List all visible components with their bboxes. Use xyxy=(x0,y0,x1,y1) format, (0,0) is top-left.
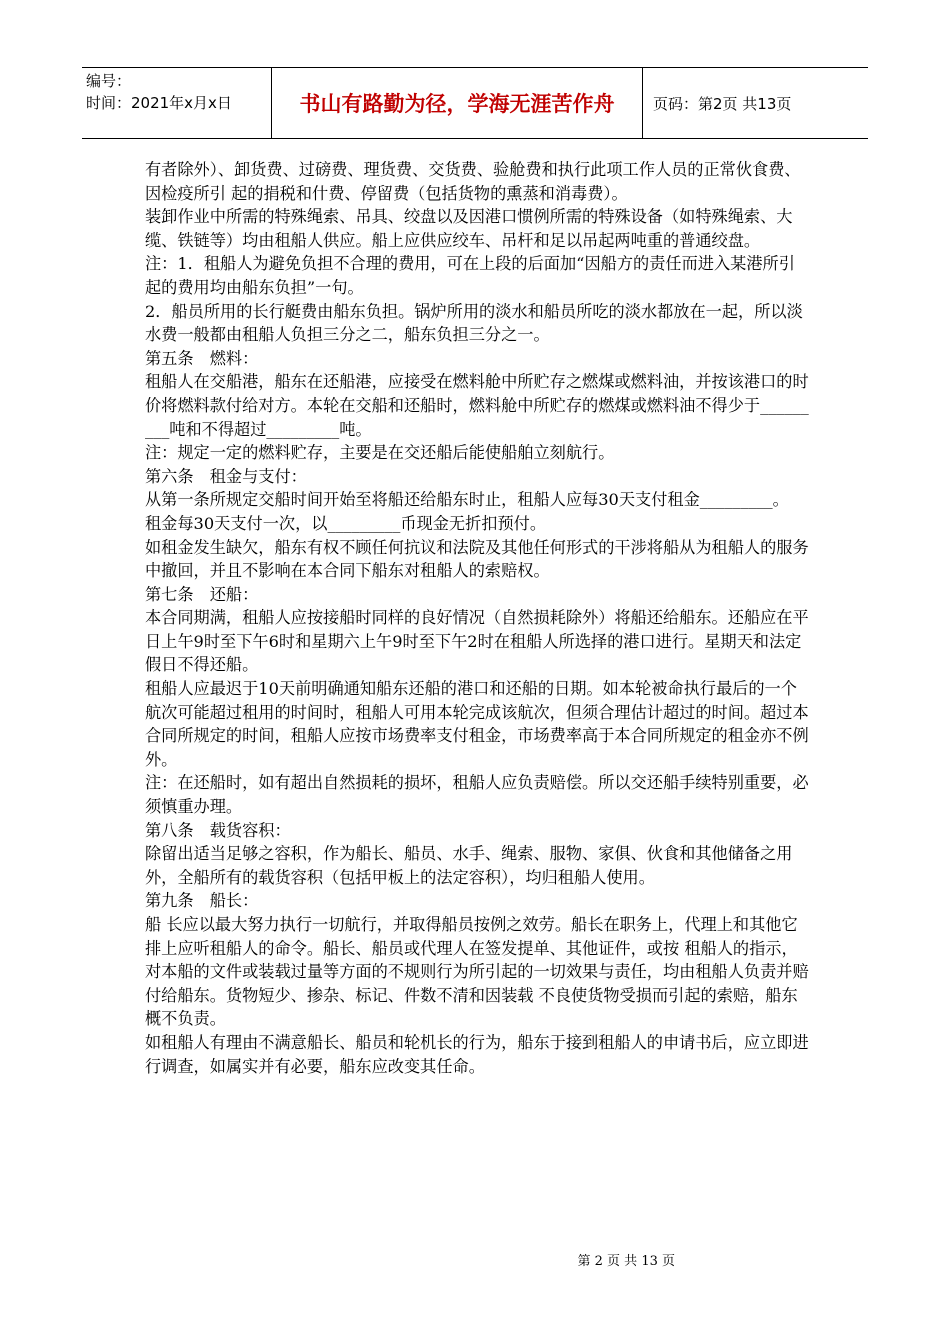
paragraph: 2．船员所用的长行艇费由船东负担。锅炉所用的淡水和船员所吃的淡水都放在一起，所以淡水费一般都由租船人负担三分之二，船东负担三分之一。 xyxy=(145,301,803,345)
paragraph: 从第一条所规定交船时间开始至将船还给船东时止，租船人应每30天支付租金_________。 xyxy=(145,490,789,510)
section-heading: 第五条 燃料： xyxy=(145,348,259,368)
page-header xyxy=(82,67,868,139)
paragraph: 装卸作业中所需的特殊绳索、吊具、绞盘以及因港口惯例所需的特殊设备（如特殊绳索、大缆、铁链等）均由租船人供应。船上应供应绞车、吊杆和足以吊起两吨重的普通绞盘。 xyxy=(145,207,793,250)
section-heading: 第六条 租金与支付： xyxy=(145,466,307,486)
header-page-info: 页码：第2页 共13页 xyxy=(653,94,792,113)
paragraph: 有者除外）、卸货费、过磅费、理货费、交货费、验舱费和执行此项工作人员的正常伙食费、因检疫所引 起的捐税和什费、停留费（包括货物的熏蒸和消毒费）。 xyxy=(145,160,801,203)
paragraph: 船 长应以最大努力执行一切航行，并取得船员按例之效劳。船长在职务上，代理上和其他它排上应听租船人的命令。船长、船员或代理人在签发提单、其他证件，或按 租船人的指示，对本船的文件或装载过量等方面的不规则行为所引起的一切效果与责任，均由租船人负责并赔付给船东。货物短少、掺杂、标记、件数不清和因装载 不良使货物受损而引起的索赔，船东概不负责。 xyxy=(145,915,809,1029)
paragraph: 租金每30天支付一次，以_________币现金无折扣预付。 xyxy=(145,513,547,533)
paragraph: 注：规定一定的燃料贮存，主要是在交还船后能使船舶立刻航行。 xyxy=(145,443,615,463)
paragraph: 租船人在交船港，船东在还船港，应接受在燃料舱中所贮存之燃煤或燃料油，并按该港口的时价将燃料款付给对方。本轮在交船和还船时，燃料舱中所贮存的燃煤或燃料油不得少于_________吨和不得超过_________吨。 xyxy=(145,372,809,439)
paragraph: 注：在还船时，如有超出自然损耗的损坏，租船人应负责赔偿。所以交还船手续特别重要，必须慎重办理。 xyxy=(145,773,809,817)
paragraph: 如租金发生缺欠，船东有权不顾任何抗议和法院及其他任何形式的干涉将船从为租船人的服务中撤回，并且不影响在本合同下船东对租船人的索赔权。 xyxy=(145,537,809,581)
document-time-label: 时间：2021年x月x日 xyxy=(86,94,232,112)
paragraph: 租船人应最迟于10天前明确通知船东还船的港口和还船的日期。如本轮被命执行最后的一个航次可能超过租用的时间时，租船人可用本轮完成该航次，但须合理估计超过的时间。超过本合同所规定的时间，租船人应按市场费率支付租金，市场费率高于本合同所规定的租金亦不例外。 xyxy=(145,679,809,769)
page-footer: 第 2 页 共 13 页 xyxy=(577,1254,675,1269)
section-heading: 第九条 船长： xyxy=(145,891,259,911)
document-number-label: 编号： xyxy=(86,72,132,90)
header-meta xyxy=(82,68,272,138)
section-heading: 第七条 还船： xyxy=(145,584,259,604)
document-body xyxy=(145,158,810,1078)
paragraph: 除留出适当足够之容积，作为船长、船员、水手、绳索、服物、家俱、伙食和其他储备之用外，全船所有的载货容积（包括甲板上的法定容积），均归租船人使用。 xyxy=(145,844,793,887)
paragraph: 本合同期满，租船人应按接船时同样的良好情况（自然损耗除外）将船还给船东。还船应在平日上午9时至下午6时和星期六上午9时至下午2时在租船人所选择的港口进行。星期天和法定假日不得还船。 xyxy=(145,608,809,675)
paragraph: 注：1．租船人为避免负担不合理的费用，可在上段的后面加“因船方的责任而进入某港所引起的费用均由船东负担”一句。 xyxy=(145,254,795,297)
section-heading: 第八条 载货容积： xyxy=(145,820,291,840)
header-motto: 书山有路勤为径，学海无涯苦作舟 xyxy=(272,68,643,138)
paragraph: 如租船人有理由不满意船长、船员和轮机长的行为，船东于接到租船人的申请书后，应立即进行调查，如属实并有必要，船东应改变其任命。 xyxy=(145,1032,809,1076)
